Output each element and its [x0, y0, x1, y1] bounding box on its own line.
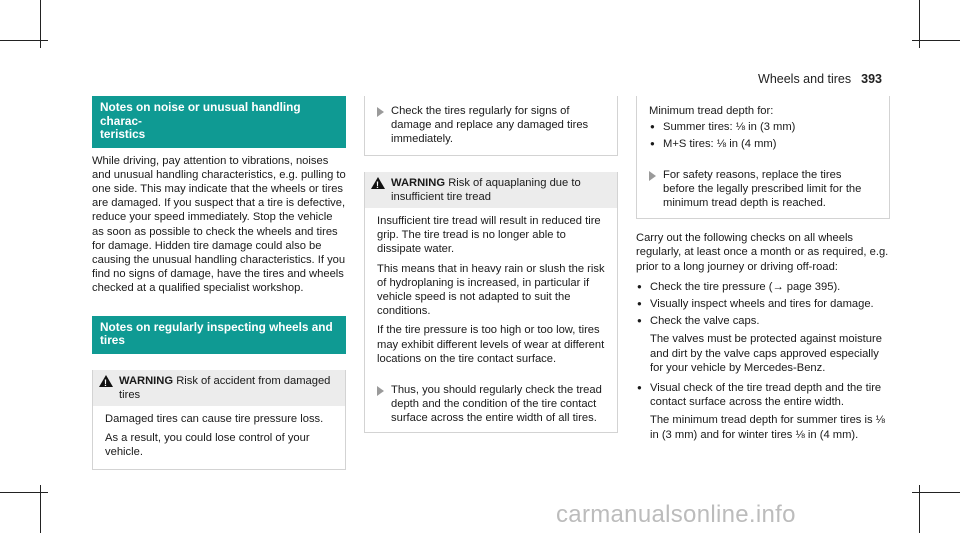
warning-text: As a result, you could lose control of your vehicle.	[105, 432, 310, 459]
list-item: ● Summer tires: ⅛ in (3 mm)	[649, 120, 881, 134]
list-item: ● Check the valve caps.	[636, 314, 890, 328]
note-box-check-tires	[364, 96, 618, 156]
list-subtext: The valves must be protected against moisture and dirt by the valve caps approved especially for your vehicle by Mercedes-Benz.	[650, 333, 882, 374]
arrow-right-icon	[377, 386, 384, 396]
list-item: ● Visual check of the tire tread depth and the tire contact surface across the entire width.	[636, 381, 890, 409]
column-3	[636, 96, 890, 448]
page-number: 393	[861, 72, 882, 86]
watermark: carmanualsonline.info	[556, 501, 796, 528]
warning-box-accident	[92, 370, 346, 470]
warning-header	[365, 172, 617, 208]
arrow-right-icon	[649, 171, 656, 181]
warning-text: Insufficient tire tread will result in reduced tire grip. The tire tread is no longer able to dissipate water.	[377, 215, 601, 256]
column-2	[364, 96, 618, 433]
warning-body	[365, 208, 617, 375]
note-text: Thus, you should regularly check the tread depth and the condition of the tire contact surface across the entire width of all tires.	[391, 384, 602, 425]
warning-header	[93, 370, 345, 406]
header-title: Wheels and tires	[758, 72, 852, 86]
list-item: ● Visually inspect wheels and tires for damage.	[636, 297, 890, 311]
crop-mark	[0, 492, 48, 493]
page-header	[758, 72, 882, 86]
min-tread-box	[636, 96, 890, 219]
warning-text: If the tire pressure is too high or too low, tires may exhibit different levels of wear at different locations on the tire contact surface.	[377, 324, 605, 365]
note-text: Check the tires regularly for signs of damage and replace any damaged tires immediately.	[391, 105, 589, 146]
section-body-noise: While driving, pay attention to vibrations, noises and unusual handling characteristics, e.g. pulling to one side. This may indicate that the wheels or tires are damaged. If you suspect that a tire is defective, reduce your speed immediately. Stop the vehicle as soon as possible to check the wheels and tires for damage. Hidden tire damage could also be causing the unusual handling characteristics. If you find no signs of damage, have the tires and wheels checked at a qualified specialist workshop.	[92, 154, 346, 295]
warning-icon	[99, 375, 113, 387]
warning-heading: Risk of accident from damaged tires	[119, 374, 331, 401]
warning-body	[93, 406, 345, 469]
arrow-right-icon	[377, 107, 384, 117]
note-box-safety	[637, 160, 881, 213]
list-item: ● Check the tire pressure (→ page 395).	[636, 280, 890, 294]
checks-intro: Carry out the following checks on all wheels regularly, at least once a month or as required, e.g. prior to a long journey or driving off-road:	[636, 232, 889, 273]
warning-text: Damaged tires can cause tire pressure loss.	[105, 412, 324, 425]
list-item: ● M+S tires: ⅛ in (4 mm)	[649, 137, 881, 151]
section-title-noise: Notes on noise or unusual handling charac- teristics	[92, 96, 346, 148]
min-tread-list	[649, 120, 881, 151]
crop-mark	[912, 492, 960, 493]
column-1	[92, 96, 346, 470]
warning-text: This means that in heavy rain or slush the risk of hydroplaning is increased, in particular if vehicle speed is not adapted to suit the conditions.	[377, 262, 605, 318]
warning-label: WARNING	[119, 374, 174, 387]
note-text: For safety reasons, replace the tires before the legally prescribed limit for the minimum tread depth is reached.	[663, 168, 862, 210]
min-tread-title: Minimum tread depth for:	[649, 105, 774, 117]
warning-box-aquaplaning	[364, 172, 618, 433]
checks-list	[636, 280, 890, 329]
warning-heading: Risk of aquaplaning due to insufficient tire tread	[391, 176, 581, 203]
warning-icon	[371, 177, 385, 189]
note-box-tread	[365, 375, 617, 432]
section-title-inspecting: Notes on regularly inspecting wheels and tires	[92, 316, 346, 354]
crop-mark	[0, 40, 48, 41]
list-subtext: The minimum tread depth for summer tires is ⅛ in (3 mm) and for winter tires ⅛ in (4 mm).	[650, 414, 886, 441]
crop-mark	[912, 40, 960, 41]
warning-label: WARNING	[391, 176, 446, 189]
checks-list-2	[636, 381, 890, 409]
